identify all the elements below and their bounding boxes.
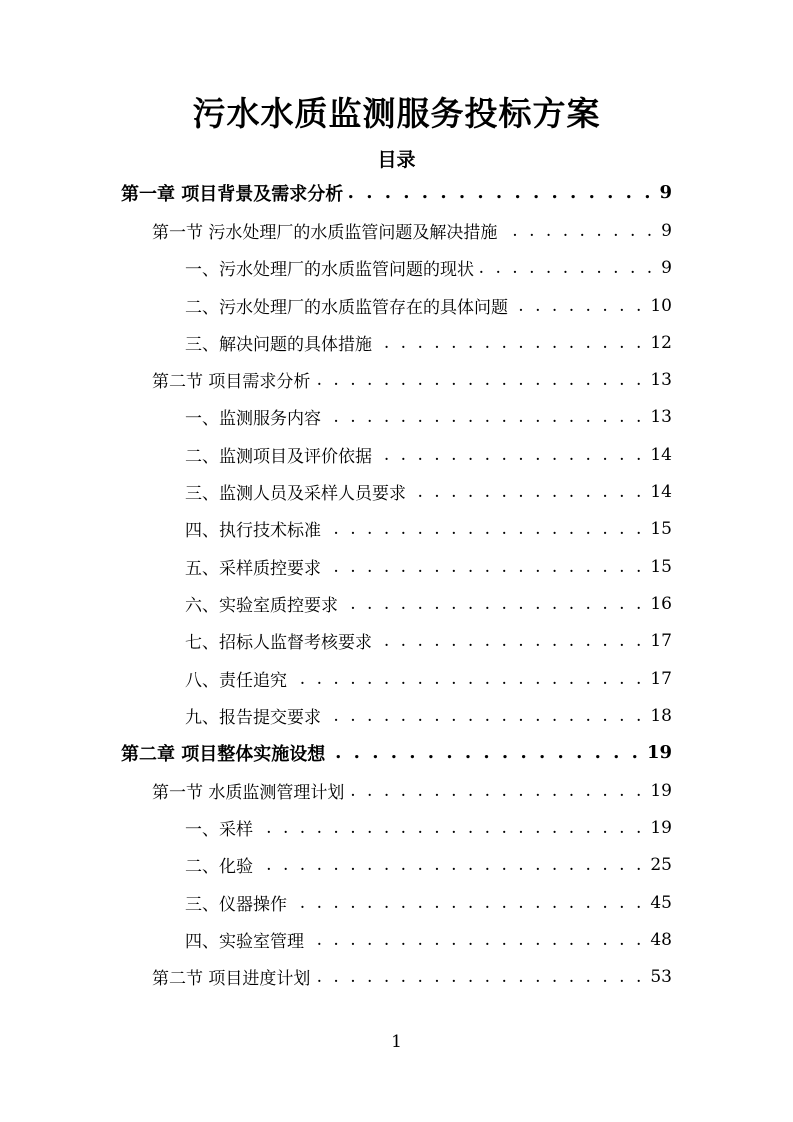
toc-entry-label: 四、执行技术标准 — [185, 521, 321, 541]
toc-entry-page: 19 — [646, 742, 672, 763]
toc-entry-page: 10 — [650, 295, 672, 316]
toc-entry-label: 第二节 项目进度计划 — [152, 969, 311, 989]
toc-entry-page: 9 — [661, 220, 672, 241]
dot-leader — [378, 631, 644, 651]
toc-entry-label: 七、招标人监督考核要求 — [185, 633, 372, 653]
toc-entry-page: 13 — [650, 369, 672, 390]
toc-entry[interactable] — [185, 436, 672, 473]
toc-entry[interactable] — [185, 921, 672, 958]
toc-entry-page: 25 — [650, 854, 672, 875]
dot-leader — [310, 930, 644, 950]
toc-entry-label: 一、污水处理厂的水质监管问题的现状 — [185, 260, 474, 280]
toc-entry-page: 53 — [650, 966, 672, 987]
toc-entry-page: 15 — [650, 518, 672, 539]
toc-entry-label: 第一章 项目背景及需求分析 — [121, 183, 344, 205]
dot-leader — [259, 855, 644, 875]
toc-entry-label: 第一节 水质监测管理计划 — [152, 783, 345, 803]
toc-entry-page: 9 — [659, 182, 672, 203]
dot-leader — [349, 182, 653, 203]
dot-leader — [331, 742, 641, 763]
toc-entry[interactable] — [185, 510, 672, 547]
page-number: 1 — [391, 1032, 402, 1052]
dot-leader — [316, 370, 644, 390]
toc-entry[interactable] — [185, 846, 672, 883]
toc-entry[interactable] — [152, 772, 672, 809]
toc-entry[interactable] — [185, 809, 672, 846]
toc-entry-page: 13 — [650, 406, 672, 427]
toc-entry[interactable] — [185, 473, 672, 510]
dot-leader — [293, 669, 644, 689]
toc-entry-label: 三、监测人员及采样人员要求 — [185, 484, 406, 504]
toc-entry[interactable] — [185, 287, 672, 324]
toc-heading: 目录 — [377, 149, 416, 171]
toc-entry-label: 四、实验室管理 — [185, 932, 304, 952]
toc-entry-page: 12 — [650, 332, 672, 353]
toc-entry[interactable] — [185, 585, 672, 622]
toc-entry-page: 9 — [661, 257, 672, 278]
toc-entry-label: 第二章 项目整体实施设想 — [121, 743, 326, 765]
toc-entry-label: 八、责任追究 — [185, 671, 287, 691]
dot-leader — [327, 407, 644, 427]
toc-entry[interactable] — [185, 622, 672, 659]
dot-leader — [503, 221, 655, 241]
toc-entry-label: 二、污水处理厂的水质监管存在的具体问题 — [185, 298, 508, 318]
toc-entry[interactable] — [152, 212, 672, 249]
toc-entry-page: 18 — [650, 705, 672, 726]
toc-entry[interactable] — [185, 324, 672, 361]
dot-leader — [327, 557, 644, 577]
toc-entry[interactable] — [185, 249, 672, 286]
toc-entry[interactable] — [185, 660, 672, 697]
toc-entry-label: 三、仪器操作 — [185, 895, 287, 915]
toc-entry-page: 14 — [650, 444, 672, 465]
toc-entry-label: 六、实验室质控要求 — [185, 596, 338, 616]
toc-entry[interactable] — [121, 734, 672, 771]
toc-entry[interactable] — [152, 958, 672, 995]
toc-entry-label: 三、解决问题的具体措施 — [185, 335, 372, 355]
toc-entry-page: 45 — [650, 892, 672, 913]
toc-entry-page: 19 — [650, 780, 672, 801]
toc-entry[interactable] — [185, 884, 672, 921]
toc-entry[interactable] — [185, 548, 672, 585]
dot-leader — [259, 818, 644, 838]
toc-entry-page: 17 — [650, 668, 672, 689]
toc-entry-page: 15 — [650, 556, 672, 577]
toc-entry-page: 48 — [650, 929, 672, 950]
dot-leader — [327, 519, 644, 539]
toc-entry-label: 一、监测服务内容 — [185, 409, 321, 429]
toc-entry-label: 二、监测项目及评价依据 — [185, 447, 372, 467]
toc-entry-label: 九、报告提交要求 — [185, 708, 321, 728]
toc-entry-label: 五、采样质控要求 — [185, 559, 321, 579]
dot-leader — [350, 781, 644, 801]
toc-entry-label: 第二节 项目需求分析 — [152, 372, 311, 392]
toc-entry-page: 17 — [650, 630, 672, 651]
toc-entry-label: 一、采样 — [185, 820, 253, 840]
dot-leader — [293, 893, 644, 913]
dot-leader — [514, 296, 644, 316]
toc-entry-page: 14 — [650, 481, 672, 502]
toc-entry[interactable] — [185, 697, 672, 734]
dot-leader — [480, 258, 655, 278]
dot-leader — [327, 706, 644, 726]
toc-entry-page: 16 — [650, 593, 672, 614]
dot-leader — [316, 967, 644, 987]
toc-entry[interactable] — [185, 398, 672, 435]
toc-entry-page: 19 — [650, 817, 672, 838]
toc-entry[interactable] — [121, 174, 672, 211]
dot-leader — [378, 333, 644, 353]
dot-leader — [378, 445, 644, 465]
toc-entry-label: 二、化验 — [185, 857, 253, 877]
dot-leader — [344, 594, 644, 614]
dot-leader — [412, 482, 644, 502]
toc-entry[interactable] — [152, 361, 672, 398]
document-title: 污水水质监测服务投标方案 — [192, 94, 601, 133]
toc-entry-label: 第一节 污水处理厂的水质监管问题及解决措施 — [152, 223, 498, 243]
